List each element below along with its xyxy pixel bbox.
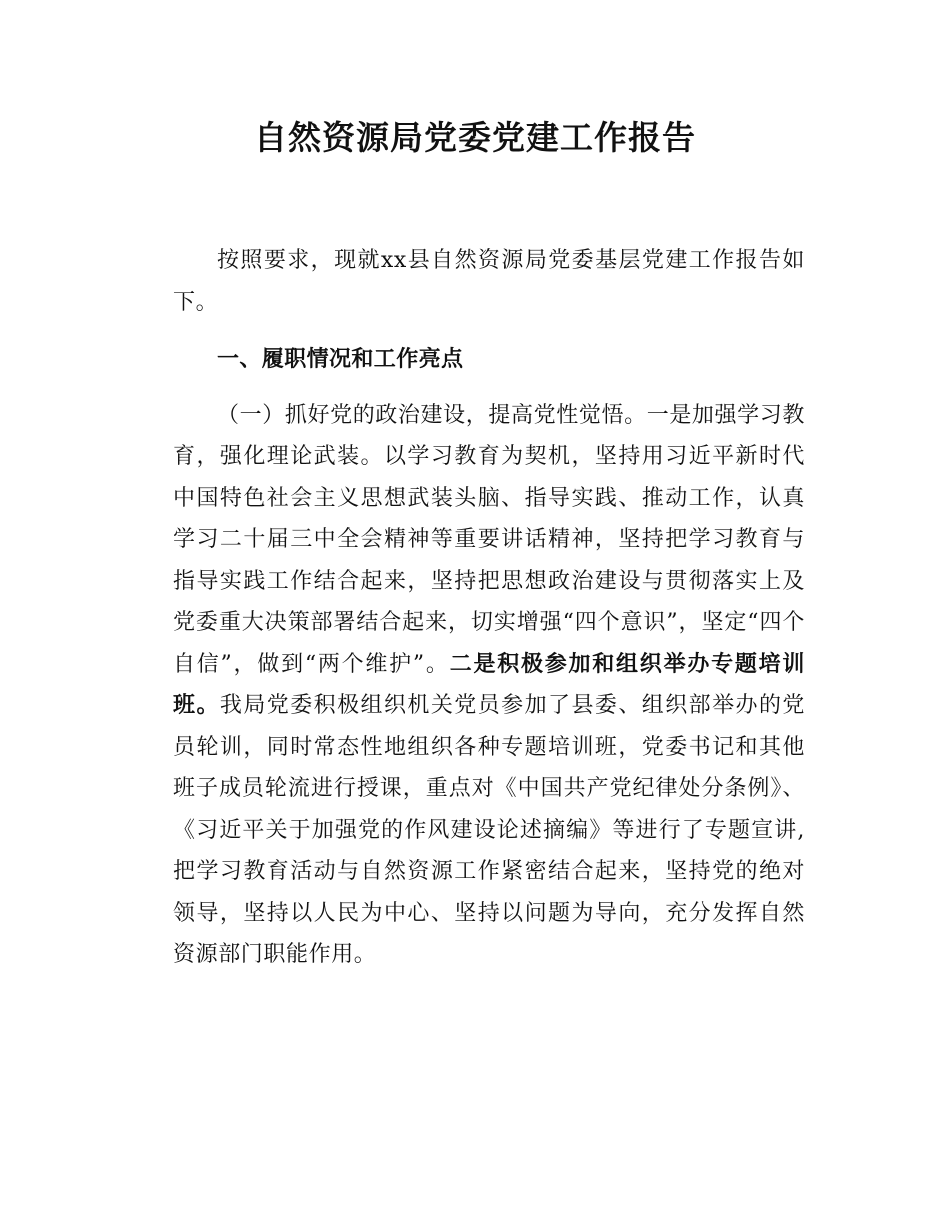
paragraph-text-part-a: （一）抓好党的政治建设，提高党性觉悟。一是加强学习教育，强化理论武装。以学习教育为契机，坚持用习近平新时代中国特色社会主义思想武装头脑、指导实践、推动工作，认真学习二十届三中全会精神等重要讲话精神，坚持把学习教育与指导实践工作结合起来，坚持把思想政治建设与贯彻落实上及党委重大决策部署结合起来，切实增强“四个意识”，坚定“四个自信”，做到“两个维护”。: [173, 402, 805, 677]
paragraph-bold-subheading: 二是积极参加和组织举办专题培训班。: [173, 651, 805, 718]
section-1-paragraph-1: [173, 395, 805, 976]
paragraph-text-part-c: 我局党委积极组织机关党员参加了县委、组织部举办的党员轮训，同时常态性地组织各种专题培训班，党委书记和其他班子成员轮流进行授课，重点对《中国共产党纪律处分条例》、《习近平关于加强党的作风建设论述摘编》等进行了专题宣讲,把学习教育活动与自然资源工作紧密结合起来，坚持党的绝对领导，坚持以人民为中心、坚持以问题为导向，充分发挥自然资源部门职能作用。: [173, 693, 805, 967]
document-title: 自然资源局党委党建工作报告: [254, 118, 696, 157]
intro-paragraph: 按照要求，现就xx县自然资源局党委基层党建工作报告如下。: [173, 248, 805, 315]
section-heading-1: 一、履职情况和工作亮点: [217, 347, 464, 372]
document-body: [173, 240, 805, 976]
